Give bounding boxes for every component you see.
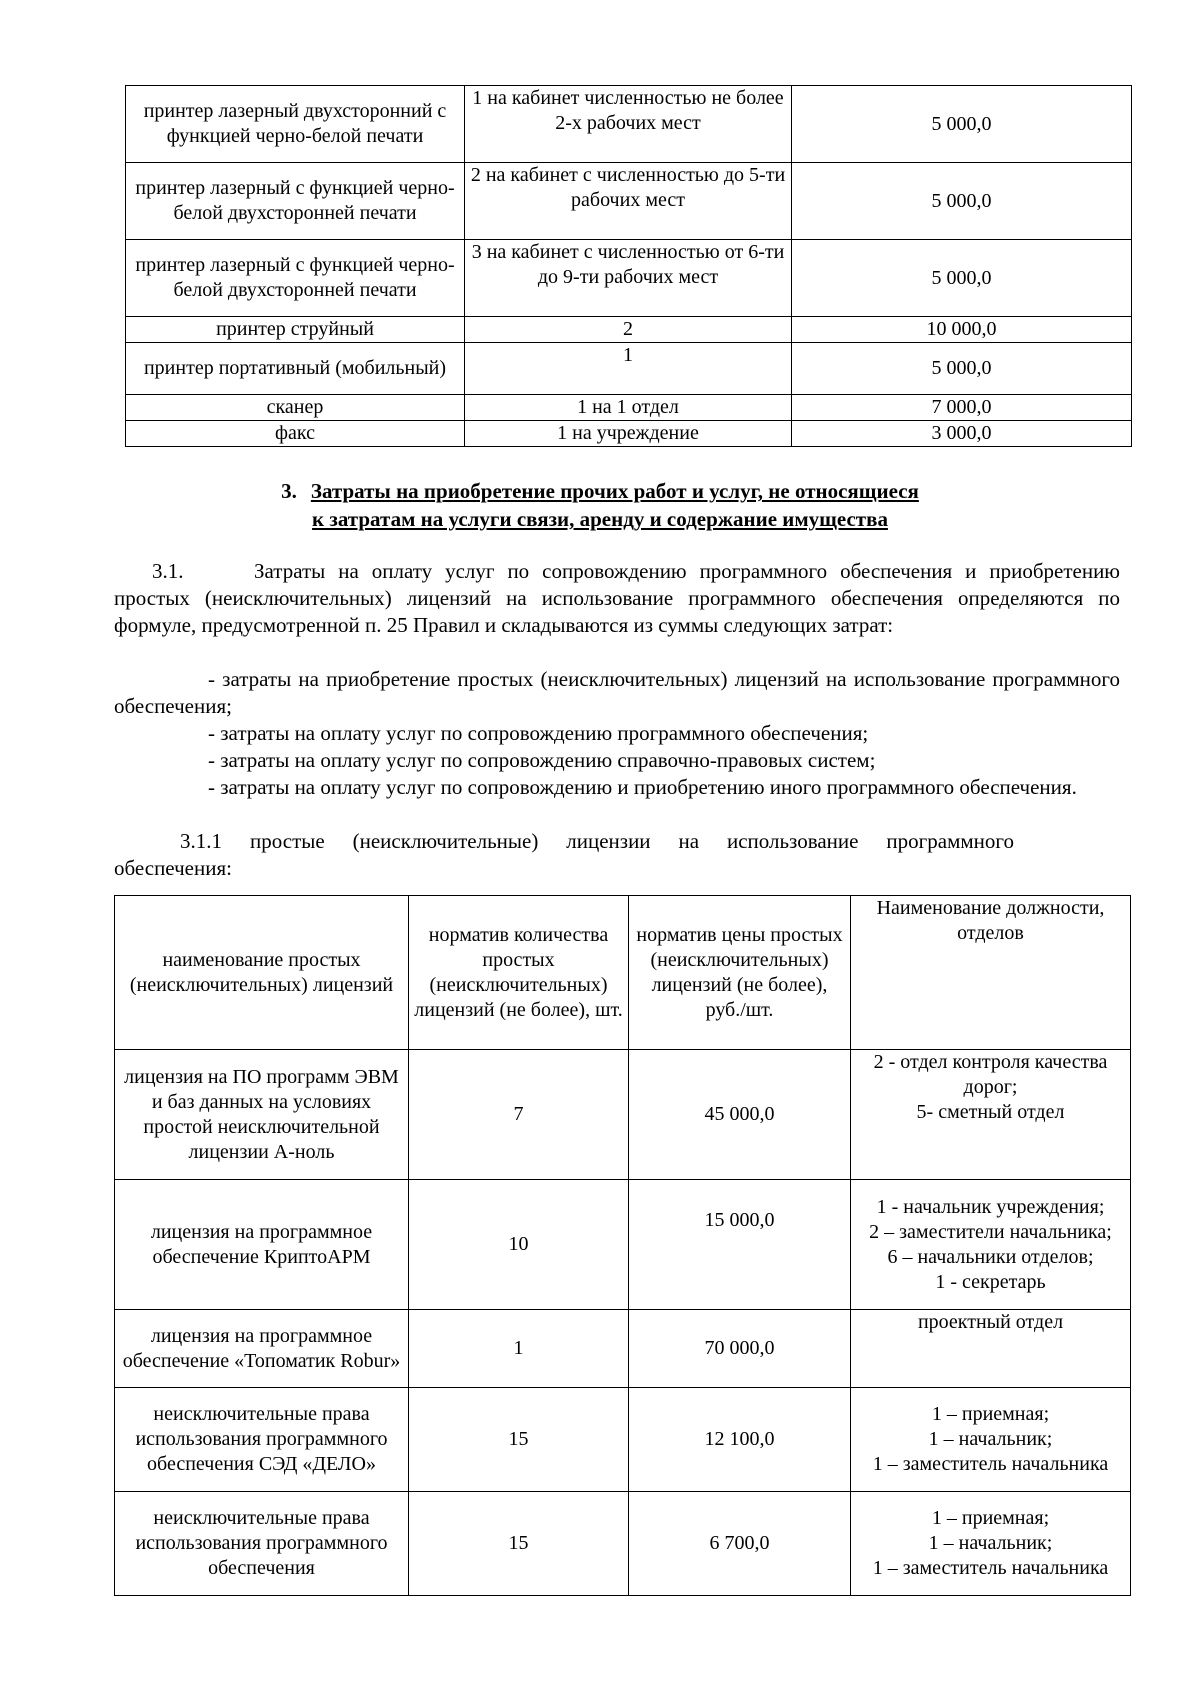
section-number: 3.: [281, 479, 297, 503]
header-license-name: наименование простых (неисключительных) лицензий: [115, 896, 409, 1050]
paragraph-text: простые (неисключительные) лицензии на использование программного обеспечения:: [114, 829, 1014, 880]
equipment-price: 5 000,0: [792, 86, 1132, 163]
equipment-quantity: 3 на кабинет с численностью от 6-ти до 9-ти рабочих мест: [465, 240, 792, 317]
equipment-quantity: 2 на кабинет с численностью до 5-ти рабочих мест: [465, 163, 792, 240]
equipment-quantity: 1 на учреждение: [465, 421, 792, 447]
position-line: 5- сметный отдел: [916, 1101, 1065, 1123]
position-line: 1 - начальник учреждения;: [876, 1195, 1105, 1218]
position-line: 1 – заместитель начальника: [872, 1557, 1109, 1579]
paragraph-3-1: [114, 558, 1120, 639]
table-row: [115, 1310, 1131, 1388]
table-row: [126, 395, 1132, 421]
header-license-quantity: норматив количества простых (неисключительных) лицензий (не более), шт.: [409, 896, 629, 1050]
license-price: 12 100,0: [629, 1388, 851, 1492]
table-header-row: [115, 896, 1131, 1050]
license-name: лицензия на программное обеспечение «Топоматик Robur»: [115, 1310, 409, 1388]
equipment-quantity: 2: [465, 317, 792, 343]
license-position: [851, 1050, 1131, 1180]
paragraph-text: Затраты на оплату услуг по сопровождению программного обеспечения и приобретению простых (неисключительных) лицензий на использование программного обеспечения определяются по формуле, предусмотренной п. 25 Правил и складываются из суммы следующих затрат:: [114, 559, 1120, 637]
bullet-item: - затраты на оплату услуг по сопровождению и приобретению иного программного обеспечения.: [208, 775, 1077, 799]
table-row: [115, 1492, 1131, 1596]
position-line: 2 – заместители начальника;: [869, 1220, 1112, 1243]
paragraph-number: 3.1.1: [180, 829, 222, 853]
equipment-price: 5 000,0: [792, 240, 1132, 317]
bullet-item: - затраты на оплату услуг по сопровождению программного обеспечения;: [208, 721, 869, 745]
equipment-table: [125, 85, 1132, 447]
table-row: [115, 1050, 1131, 1180]
license-quantity: 10: [409, 1180, 629, 1310]
table-row: [115, 1388, 1131, 1492]
table-row: [115, 1180, 1131, 1310]
equipment-quantity: 1 на кабинет численностью не более 2-х рабочих мест: [465, 86, 792, 163]
license-quantity: 15: [409, 1492, 629, 1596]
paragraph-number: 3.1.: [152, 559, 184, 583]
equipment-name: принтер лазерный двухсторонний с функцией черно-белой печати: [126, 86, 465, 163]
section-heading-line1: [0, 477, 1200, 505]
license-table: [114, 895, 1131, 1596]
position-line: 1 – начальник;: [928, 1532, 1053, 1554]
license-price: 6 700,0: [629, 1492, 851, 1596]
license-name: неисключительные права использования программного обеспечения: [115, 1492, 409, 1596]
section-title-line2: к затратам на услуги связи, аренду и содержание имущества: [312, 507, 888, 531]
license-position: [851, 1180, 1131, 1310]
bullet-item: - затраты на приобретение простых (неисключительных) лицензий на использование программного обеспечения;: [114, 667, 1120, 718]
equipment-price: 7 000,0: [792, 395, 1132, 421]
header-license-price: норматив цены простых (неисключительных) лицензий (не более), руб./шт.: [629, 896, 851, 1050]
equipment-price: 10 000,0: [792, 317, 1132, 343]
license-price: 45 000,0: [629, 1050, 851, 1180]
position-line: 1 – приемная;: [931, 1403, 1050, 1425]
position-line: проектный отдел: [917, 1311, 1064, 1333]
equipment-price: 3 000,0: [792, 421, 1132, 447]
table-row: [126, 240, 1132, 317]
position-line: 1 – приемная;: [931, 1507, 1050, 1529]
license-quantity: 7: [409, 1050, 629, 1180]
equipment-name: сканер: [126, 395, 465, 421]
position-line: 1 - секретарь: [935, 1270, 1046, 1293]
section-title-line1: Затраты на приобретение прочих работ и услуг, не относящиеся: [310, 479, 919, 503]
equipment-price: 5 000,0: [792, 343, 1132, 395]
table-row: [126, 163, 1132, 240]
license-position: [851, 1492, 1131, 1596]
license-name: неисключительные права использования программного обеспечения СЭД «ДЕЛО»: [115, 1388, 409, 1492]
license-name: лицензия на ПО программ ЭВМ и баз данных на условиях простой неисключительной лицензии А-ноль: [115, 1050, 409, 1180]
equipment-name: принтер струйный: [126, 317, 465, 343]
equipment-name: факс: [126, 421, 465, 447]
equipment-name: принтер лазерный с функцией черно-белой двухсторонней печати: [126, 240, 465, 317]
license-price: 15 000,0: [629, 1180, 851, 1310]
header-position: Наименование должности, отделов: [851, 896, 1131, 1050]
position-line: 1 – начальник;: [928, 1428, 1053, 1450]
equipment-quantity: 1 на 1 отдел: [465, 395, 792, 421]
table-row: [126, 421, 1132, 447]
license-position: [851, 1310, 1131, 1388]
license-quantity: 15: [409, 1388, 629, 1492]
equipment-quantity: 1: [465, 343, 792, 395]
table-row: [126, 343, 1132, 395]
equipment-price: 5 000,0: [792, 163, 1132, 240]
bullet-item: - затраты на оплату услуг по сопровождению справочно-правовых систем;: [208, 748, 876, 772]
section-heading-line2: [0, 505, 1200, 533]
position-line: 1 – заместитель начальника: [872, 1453, 1109, 1475]
equipment-name: принтер портативный (мобильный): [126, 343, 465, 395]
table-row: [126, 86, 1132, 163]
license-quantity: 1: [409, 1310, 629, 1388]
license-price: 70 000,0: [629, 1310, 851, 1388]
paragraph-3-1-1: [114, 828, 1014, 882]
license-name: лицензия на программное обеспечение КриптоАРМ: [115, 1180, 409, 1310]
table-row: [126, 317, 1132, 343]
equipment-name: принтер лазерный с функцией черно-белой двухсторонней печати: [126, 163, 465, 240]
license-position: [851, 1388, 1131, 1492]
position-line: 6 – начальники отделов;: [887, 1245, 1094, 1268]
position-line: 2 - отдел контроля качества дорог;: [873, 1051, 1108, 1098]
